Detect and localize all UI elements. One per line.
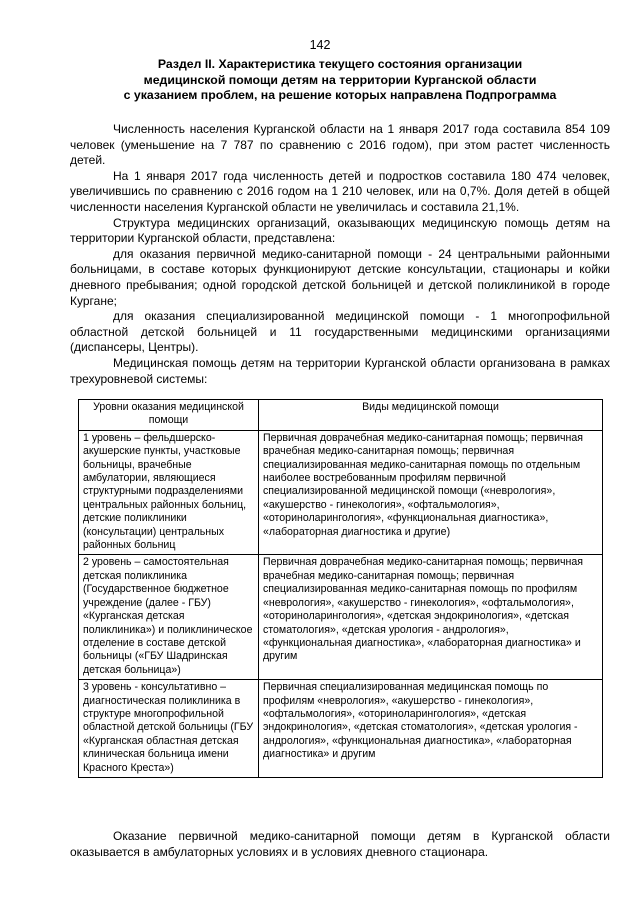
- section-title: [70, 57, 610, 104]
- table-row: [79, 680, 603, 778]
- care-levels-table: [78, 399, 603, 778]
- paragraph-three-level-system: Медицинская помощь детям на территории Курганской области организована в рамках трехуровневой системы:: [70, 355, 610, 386]
- care-levels-table-container: [78, 399, 602, 778]
- care-cell: Первичная доврачебная медико-санитарная помощь; первичная врачебная медико-санитарная помощь; первичная специализированная медико-санитарная помощь по отдельным наиболее востребованным профилям первичной специализированной медицинской помощи («неврология», «акушерство - гинекология», «офтальмология», «оториноларингология», «функциональная диагностика», «лабораторная диагностика и другие): [259, 430, 603, 555]
- table-header-row: [79, 400, 603, 431]
- level-cell: 2 уровень – самостоятельная детская поликлиника (Государственное бюджетное учреждение (далее - ГБУ) «Курганская детская поликлиника») и поликлиническое отделение в составе детской больницы («ГБУ Шадринская детская больница»): [79, 555, 259, 680]
- closing-text: [70, 829, 610, 860]
- paragraph-primary-care: для оказания первичной медико-санитарной помощи - 24 центральными районными больницами, в составе которых функционируют детские консультации, стационары и койки дневного пребывания; одной городской детской больницей и детской поликлиникой в городе Кургане;: [70, 246, 610, 308]
- page-number: 142: [309, 38, 331, 52]
- care-cell: Первичная доврачебная медико-санитарная помощь; первичная врачебная медико-санитарная помощь; первичная специализированная медико-санитарная помощь по профилям «неврология», «акушерство - гинекология», «офтальмология», «оториноларингология», «детская эндокринология», «детская стоматология», «детская урология - андрология», «функциональная диагностика», «лабораторная диагностика» и другим: [259, 555, 603, 680]
- care-cell: Первичная специализированная медицинская помощь по профилям «неврология», «акушерство - гинекология», «офтальмология», «оториноларингология», «детская эндокринология», «детская стоматология», «детская урология - андрология», «функциональная диагностика», «лабораторная диагностика» и другим: [259, 680, 603, 778]
- paragraph-population: Численность населения Курганской области на 1 января 2017 года составила 854 109 человек (уменьшение на 7 787 по сравнению с 2016 годом), при этом растет численность детей.: [70, 122, 610, 168]
- body-text: [70, 122, 610, 387]
- level-cell: 1 уровень – фельдшерско-акушерские пункты, участковые больницы, врачебные амбулатории, являющиеся структурными подразделениями центральных районных больниц, детские поликлиники (консультации) центральных районных больниц: [79, 430, 259, 555]
- section-title-line: медицинской помощи детям на территории Курганской области: [143, 72, 537, 87]
- table-row: [79, 430, 603, 555]
- level-cell: 3 уровень - консультативно – диагностическая поликлиника в структуре многопрофильной областной детской больницы (ГБУ «Курганская областная детская клиническая больница имени Красного Креста»): [79, 680, 259, 778]
- table-row: [79, 555, 603, 680]
- section-title-line: Раздел II. Характеристика текущего состояния организации: [157, 57, 523, 71]
- header-care-levels: Уровни оказания медицинской помощи: [79, 400, 259, 431]
- paragraph-children: На 1 января 2017 года численность детей и подростков составила 180 474 человек, увеличившись по сравнению с 2016 годом на 1 210 человек, или на 0,7%. Доля детей в общей численности населения Курганской области не увеличилась и составила 21,1%.: [70, 168, 610, 214]
- header-care-types: Виды медицинской помощи: [259, 400, 603, 431]
- paragraph-specialized-care: для оказания специализированной медицинской помощи - 1 многопрофильной областной детской больницей и 11 государственными медицинскими организациями (диспансеры, Центры).: [70, 309, 610, 355]
- paragraph-structure: Структура медицинских организаций, оказывающих медицинскую помощь детям на территории Курганской области, представлена:: [70, 215, 610, 246]
- section-title-line: с указанием проблем, на решение которых направлена Подпрограмма: [123, 88, 557, 102]
- paragraph-closing: Оказание первичной медико-санитарной помощи детям в Курганской области оказывается в амбулаторных условиях и в условиях дневного стационара.: [70, 829, 610, 859]
